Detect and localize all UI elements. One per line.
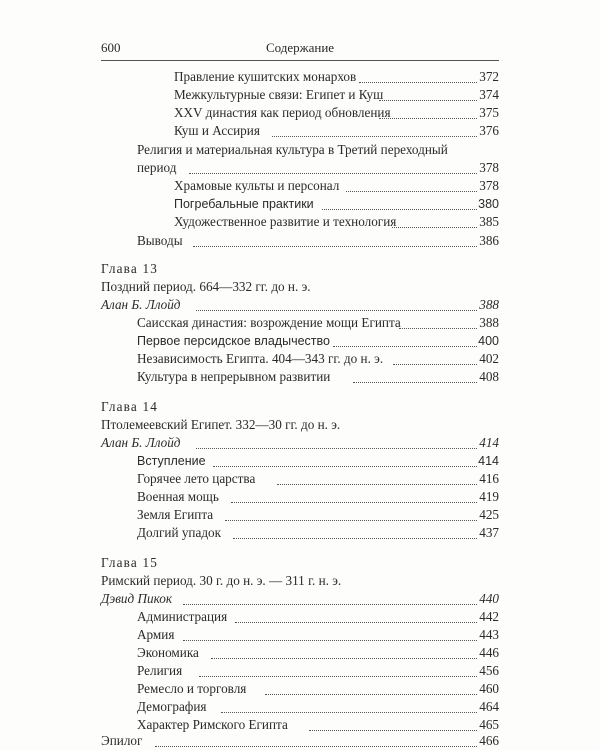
toc-entry: Характер Римского Египта 465 bbox=[137, 716, 499, 734]
toc-entry-epilogue: Эпилог 466 bbox=[101, 732, 499, 750]
chapter-label: Глава 14 bbox=[101, 399, 159, 414]
toc-entry-conclusion: Выводы 386 bbox=[137, 232, 499, 250]
toc-entry: Земля Египта 425 bbox=[137, 506, 499, 524]
toc-entry: Храмовые культы и персонал 378 bbox=[174, 177, 499, 195]
toc-entry: Вступление 414 bbox=[137, 452, 499, 470]
chapter-label: Глава 15 bbox=[101, 555, 159, 570]
toc-entry: Экономика 446 bbox=[137, 644, 499, 662]
toc-entry: Погребальные практики 380 bbox=[174, 195, 499, 213]
toc-entry-religion-line1: Религия и материальная культура в Третий переходный bbox=[137, 142, 448, 157]
toc-entry: Долгий упадок 437 bbox=[137, 524, 499, 542]
toc-entry: Художественное развитие и технология 385 bbox=[174, 213, 499, 231]
running-title: Содержание bbox=[265, 40, 335, 55]
toc-entry: Армия 443 bbox=[137, 626, 499, 644]
toc-entry: Военная мощь 419 bbox=[137, 488, 499, 506]
chapter-label: Глава 13 bbox=[101, 261, 159, 276]
running-header bbox=[101, 40, 499, 61]
page-number: 600 bbox=[101, 40, 121, 55]
toc-entry: Демография 464 bbox=[137, 698, 499, 716]
toc-entry-religion: период 378 bbox=[137, 159, 499, 177]
toc-entry: Правление кушитских монархов 372 bbox=[174, 68, 499, 86]
toc-entry: XXV династия как период обновления 375 bbox=[174, 104, 499, 122]
toc-entry: Куш и Ассирия 376 bbox=[174, 122, 499, 140]
chapter-author: Алан Б. Ллойд 414 bbox=[101, 434, 499, 452]
toc-entry: Первое персидское владычество 400 bbox=[137, 332, 499, 350]
chapter-title: Римский период. 30 г. до н. э. — 311 г. н. э. bbox=[101, 573, 342, 588]
chapter-title: Поздний период. 664—332 гг. до н. э. bbox=[101, 279, 311, 294]
chapter-author: Дэвид Пикок 440 bbox=[101, 590, 499, 608]
chapter-author: Алан Б. Ллойд 388 bbox=[101, 296, 499, 314]
toc-entry: Культура в непрерывном развитии 408 bbox=[137, 368, 499, 386]
toc-entry: Независимость Египта. 404—343 гг. до н. э. 402 bbox=[137, 350, 499, 368]
toc-entry: Религия 456 bbox=[137, 662, 499, 680]
toc-entry: Горячее лето царства 416 bbox=[137, 470, 499, 488]
chapter-title: Птолемеевский Египет. 332—30 гг. до н. э. bbox=[101, 417, 341, 432]
toc-entry: Ремесло и торговля 460 bbox=[137, 680, 499, 698]
toc-entry: Администрация 442 bbox=[137, 608, 499, 626]
toc-entry: Межкультурные связи: Египет и Куш 374 bbox=[174, 86, 499, 104]
toc-entry: Саисская династия: возрождение мощи Египта 388 bbox=[137, 314, 499, 332]
